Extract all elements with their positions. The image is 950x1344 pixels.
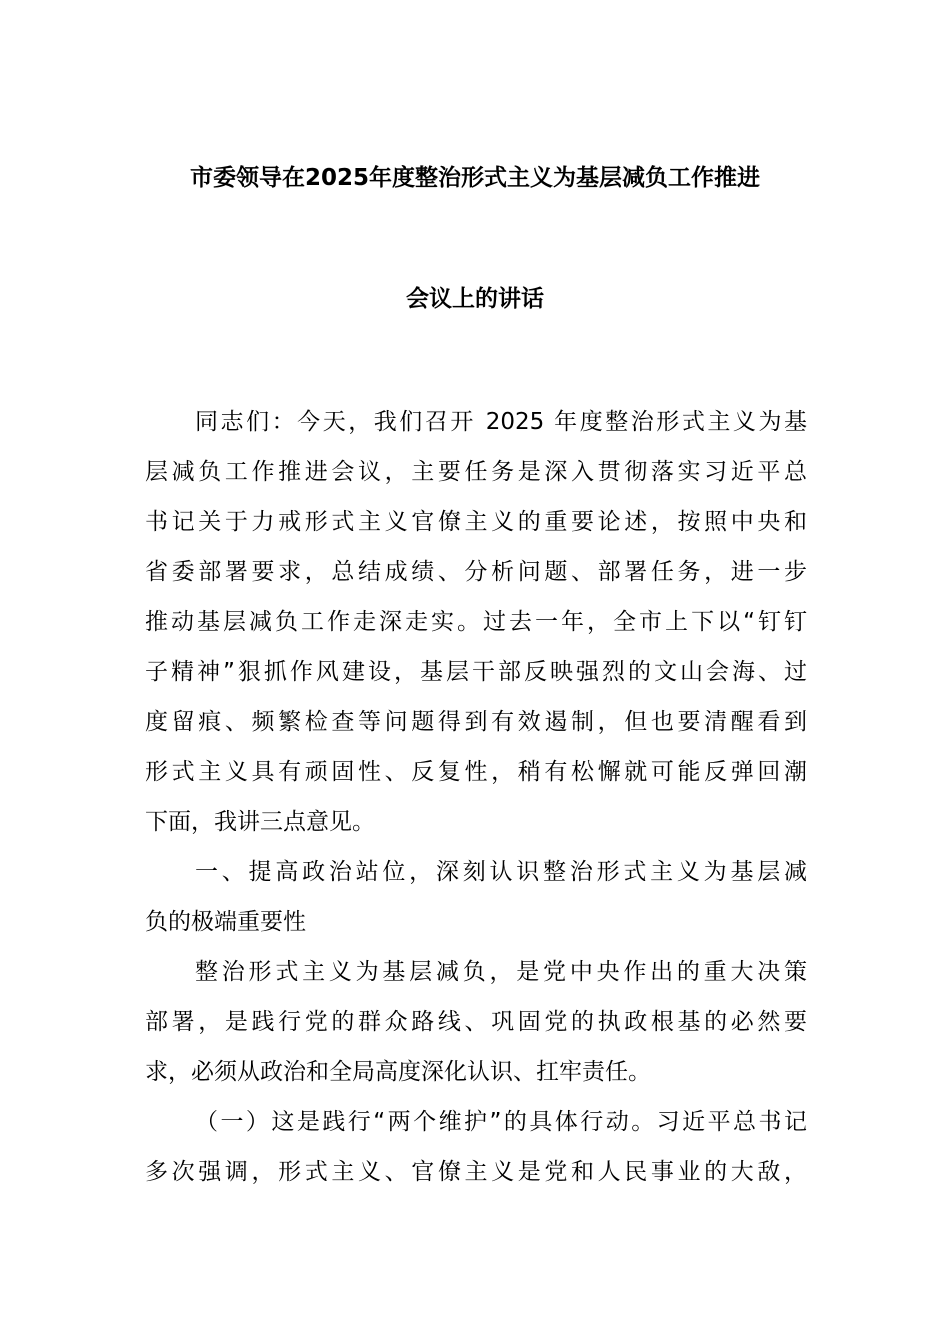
body-line-2: 层减负工作推进会议，主要任务是深入贯彻落实习近平总 — [145, 459, 807, 485]
subsection-line-2: 多次强调，形式主义、官僚主义是党和人民事业的大敌， — [145, 1159, 807, 1185]
section-heading-line-2: 负的极端重要性 — [145, 909, 306, 935]
body-line-11: 部署，是践行党的群众路线、巩固党的执政根基的必然要 — [145, 1009, 807, 1035]
body-line-6: 子精神”狠抓作风建设，基层干部反映强烈的文山会海、过 — [145, 659, 807, 685]
body-line-8: 形式主义具有顽固性、反复性，稍有松懈就可能反弹回潮 — [145, 759, 807, 785]
document-title-line-2: 会议上的讲话 — [406, 286, 544, 312]
subsection-line-1: （一）这是践行“两个维护”的具体行动。习近平总书记 — [195, 1109, 807, 1135]
body-line-4: 省委部署要求，总结成绩、分析问题、部署任务，进一步 — [145, 559, 807, 585]
section-heading-line-1: 一、提高政治站位，深刻认识整治形式主义为基层减 — [195, 859, 807, 885]
body-line-9: 下面，我讲三点意见。 — [145, 809, 375, 835]
body-line-1: 同志们：今天，我们召开 2025 年度整治形式主义为基 — [195, 409, 807, 435]
body-line-7: 度留痕、频繁检查等问题得到有效遏制，但也要清醒看到 — [145, 709, 807, 735]
body-line-12: 求，必须从政治和全局高度深化认识、扛牢责任。 — [145, 1059, 651, 1085]
body-line-10: 整治形式主义为基层减负，是党中央作出的重大决策 — [195, 959, 807, 985]
document-title-line-1: 市委领导在2025年度整治形式主义为基层减负工作推进 — [189, 165, 760, 191]
body-line-5: 推动基层减负工作走深走实。过去一年，全市上下以“钉钉 — [145, 609, 807, 635]
body-line-3: 书记关于力戒形式主义官僚主义的重要论述，按照中央和 — [145, 509, 807, 535]
